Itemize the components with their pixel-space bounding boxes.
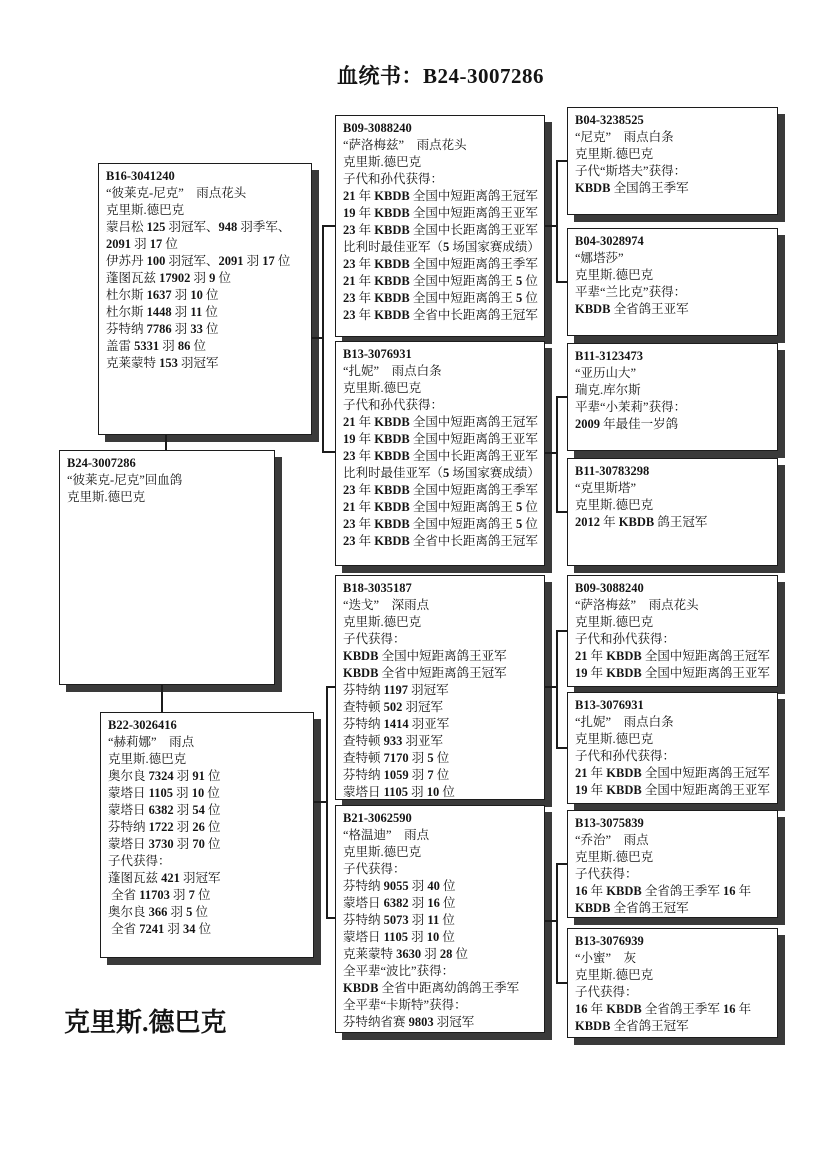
pedigree-line: 2009 年最佳一岁鸽 — [575, 417, 679, 431]
pedigree-line: 子代和孙代获得： — [575, 632, 676, 646]
pedigree-line: B13-3076939 — [575, 934, 644, 948]
pedigree-line: 子代获得： — [575, 985, 638, 999]
connector-stub-gp1 — [544, 225, 558, 227]
pedigree-line: 查特顿 933 羽亚军 — [343, 734, 444, 748]
pedigree-line: “亚历山大” — [575, 366, 637, 380]
pedigree-line: 蒙塔日 6382 羽 54 位 — [108, 803, 221, 817]
pedigree-line: “赫莉娜” 雨点 — [108, 735, 195, 749]
connector-stub-sire-dam — [322, 451, 335, 453]
pedigree-line: “彼莱克-尼克” 雨点花头 — [106, 186, 247, 200]
box-dam-dam — [335, 805, 545, 1033]
pedigree-line: 克里斯.德巴克 — [575, 968, 654, 982]
pedigree-line: 16 年 KBDB 全省鸽王季军 16 年 — [575, 884, 752, 898]
pedigree-line: 查特顿 502 羽冠军 — [343, 700, 444, 714]
pedigree-line: B22-3026416 — [108, 718, 177, 732]
box-sire-dam — [335, 341, 545, 566]
connector-stub-gp2 — [544, 452, 558, 454]
pedigree-line: 23 年 KBDB 全国中短距离鸽王季军 — [343, 483, 538, 497]
connector-stub-ggp8 — [556, 982, 567, 984]
pedigree-line: 全省 11703 羽 7 位 — [108, 888, 211, 902]
connector-stub-ggp1 — [556, 160, 567, 162]
pedigree-line: 19 年 KBDB 全国中短距离鸽王亚军 — [575, 666, 770, 680]
pedigree-line: “尼克” 雨点白条 — [575, 130, 674, 144]
pedigree-line: 子代和孙代获得： — [343, 398, 444, 412]
connector-stub-dam-sire — [326, 686, 335, 688]
pedigree-line: KBDB 全省鸽王亚军 — [575, 302, 689, 316]
connector-subject-to-dam — [161, 685, 163, 712]
pedigree-line: 子代获得： — [575, 867, 638, 881]
pedigree-line: 奥尔良 366 羽 5 位 — [108, 905, 209, 919]
pedigree-line: 杜尔斯 1637 羽 10 位 — [106, 288, 219, 302]
pedigree-line: 21 年 KBDB 全国中短距离鸽王 5 位 — [343, 274, 538, 288]
pedigree-line: 23 年 KBDB 全国中短距离鸽王 5 位 — [343, 291, 538, 305]
pedigree-line: 芬特纳省赛 9803 羽冠军 — [343, 1015, 475, 1029]
pedigree-line: KBDB 全国鸽王季军 — [575, 181, 689, 195]
pedigree-line: 19 年 KBDB 全国中短距离鸽王亚军 — [575, 783, 770, 797]
pedigree-line: “克里斯塔” — [575, 481, 637, 495]
pedigree-line: B24-3007286 — [67, 456, 136, 470]
connector-sire-to-subject — [165, 435, 167, 450]
pedigree-line: 奥尔良 7324 羽 91 位 — [108, 769, 221, 783]
pedigree-line: 23 年 KBDB 全国中短距离鸽王季军 — [343, 257, 538, 271]
pedigree-line: 克里斯.德巴克 — [108, 752, 187, 766]
box-subject — [59, 450, 275, 685]
pedigree-line: 19 年 KBDB 全国中短距离鸽王亚军 — [343, 206, 538, 220]
pedigree-line: 21 年 KBDB 全国中短距离鸽王冠军 — [343, 189, 538, 203]
pedigree-line: B16-3041240 — [106, 169, 175, 183]
connector-bracket-sire — [322, 225, 324, 453]
pedigree-line: 芬特纳 9055 羽 40 位 — [343, 879, 456, 893]
pedigree-line: KBDB 全省中距离幼鸽鸽王季军 — [343, 981, 520, 995]
pedigree-line: 23 年 KBDB 全国中短距离鸽王 5 位 — [343, 517, 538, 531]
pedigree-line: 子代和孙代获得： — [575, 749, 676, 763]
pedigree-line: KBDB 全省中短距离鸽王冠军 — [343, 666, 507, 680]
pedigree-line: 克里斯.德巴克 — [67, 490, 146, 504]
pedigree-line: 23 年 KBDB 全省中长距离鸽王冠军 — [343, 308, 538, 322]
pedigree-line: 芬特纳 1059 羽 7 位 — [343, 768, 450, 782]
pedigree-line: 克里斯.德巴克 — [575, 850, 654, 864]
connector-stub-dam-dam — [326, 917, 335, 919]
pedigree-line: 蓬图瓦兹 17902 羽 9 位 — [106, 271, 232, 285]
pedigree-line: 克里斯.德巴克 — [575, 732, 654, 746]
pedigree-line: 克里斯.德巴克 — [575, 498, 654, 512]
pedigree-line: 蓬图瓦兹 421 羽冠军 — [108, 871, 221, 885]
breeder-signature: 克里斯.德巴克 — [64, 1008, 227, 1037]
pedigree-line: 全平辈“卡斯特”获得： — [343, 998, 467, 1012]
pedigree-line: 杜尔斯 1448 羽 11 位 — [106, 305, 218, 319]
pedigree-line: B11-3123473 — [575, 349, 644, 363]
pedigree-line: 2012 年 KBDB 鸽王冠军 — [575, 515, 708, 529]
pedigree-line: 蒙塔日 3730 羽 70 位 — [108, 837, 221, 851]
box-sire-dam-sire — [567, 343, 778, 451]
pedigree-line: 平辈“兰比克”获得： — [575, 285, 687, 299]
pedigree-line: “迭戈” 深雨点 — [343, 598, 430, 612]
connector-stub-ggp7 — [556, 863, 567, 865]
pedigree-line: 23 年 KBDB 全国中长距离鸽王亚军 — [343, 449, 538, 463]
pedigree-line: 全平辈“波比”获得： — [343, 964, 455, 978]
connector-bracket-sire-dam — [556, 396, 558, 513]
pedigree-line: 芬特纳 1197 羽冠军 — [343, 683, 449, 697]
pedigree-line: KBDB 全省鸽王冠军 — [575, 1019, 689, 1033]
pedigree-line: 蒙塔日 1105 羽 10 位 — [343, 785, 455, 799]
pedigree-line: 克里斯.德巴克 — [343, 155, 422, 169]
pedigree-line: 比利时最佳亚军（5 场国家赛成绩） — [343, 466, 540, 480]
box-dam-dam-sire — [567, 810, 778, 918]
pedigree-line: 克里斯.德巴克 — [343, 615, 422, 629]
pedigree-line: “萨洛梅兹” 雨点花头 — [343, 138, 467, 152]
connector-stub-ggp5 — [556, 630, 567, 632]
pedigree-line: 21 年 KBDB 全国中短距离鸽王冠军 — [575, 649, 770, 663]
pedigree-line: 蒙吕松 125 羽冠军、948 羽季军、 — [106, 220, 291, 234]
pedigree-line: 克里斯.德巴克 — [106, 203, 185, 217]
pedigree-line: 子代获得： — [108, 854, 171, 868]
pedigree-line: “萨洛梅兹” 雨点花头 — [575, 598, 699, 612]
box-dam-dam-dam — [567, 928, 778, 1038]
connector-stub-ggp6 — [556, 747, 567, 749]
pedigree-line: 23 年 KBDB 全省中长距离鸽王冠军 — [343, 534, 538, 548]
pedigree-line: 克里斯.德巴克 — [343, 381, 422, 395]
pedigree-line: 克莱蒙特 153 羽冠军 — [106, 356, 219, 370]
box-dam-sire-dam — [567, 692, 778, 804]
pedigree-line: 克里斯.德巴克 — [575, 615, 654, 629]
box-sire-sire-dam — [567, 228, 778, 336]
connector-bracket-dam-sire — [556, 630, 558, 749]
connector-stub-dam — [313, 801, 328, 803]
pedigree-line: 查特顿 7170 羽 5 位 — [343, 751, 450, 765]
pedigree-line: KBDB 全国中短距离鸽王亚军 — [343, 649, 507, 663]
pedigree-line: “乔治” 雨点 — [575, 833, 649, 847]
pedigree-line: 23 年 KBDB 全国中长距离鸽王亚军 — [343, 223, 538, 237]
pedigree-line: B18-3035187 — [343, 581, 412, 595]
pedigree-line: 子代获得： — [343, 632, 406, 646]
pedigree-line: “娜塔莎” — [575, 251, 624, 265]
pedigree-line: 21 年 KBDB 全国中短距离鸽王 5 位 — [343, 500, 538, 514]
pedigree-line: B13-3076931 — [343, 347, 412, 361]
pedigree-line: 芬特纳 5073 羽 11 位 — [343, 913, 455, 927]
pedigree-line: “扎妮” 雨点白条 — [575, 715, 674, 729]
pedigree-line: 盖雷 5331 羽 86 位 — [106, 339, 207, 353]
pedigree-line: 蒙塔日 6382 羽 16 位 — [343, 896, 456, 910]
pedigree-line: B11-30783298 — [575, 464, 650, 478]
pedigree-line: “小蜜” 灰 — [575, 951, 637, 965]
pedigree-line: 瑞克.库尔斯 — [575, 383, 641, 397]
pedigree-line: 克里斯.德巴克 — [343, 845, 422, 859]
pedigree-line: “格温迪” 雨点 — [343, 828, 430, 842]
box-sire — [98, 163, 312, 435]
pedigree-line: B21-3062590 — [343, 811, 412, 825]
pedigree-line: 芬特纳 1722 羽 26 位 — [108, 820, 221, 834]
pedigree-line: 2091 羽 17 位 — [106, 237, 178, 251]
pedigree-line: 子代和孙代获得： — [343, 172, 444, 186]
box-dam — [100, 712, 314, 958]
pedigree-line: 克里斯.德巴克 — [575, 268, 654, 282]
pedigree-line: B04-3238525 — [575, 113, 644, 127]
pedigree-line: 子代“斯塔夫”获得： — [575, 164, 687, 178]
pedigree-line: B09-3088240 — [343, 121, 412, 135]
pedigree-line: KBDB 全省鸽王冠军 — [575, 901, 689, 915]
connector-stub-ggp3 — [556, 396, 567, 398]
pedigree-line: “彼莱克-尼克”回血鸽 — [67, 473, 183, 487]
pedigree-line: B13-3076931 — [575, 698, 644, 712]
pedigree-line: 蒙塔日 1105 羽 10 位 — [343, 930, 455, 944]
box-sire-sire-sire — [567, 107, 778, 215]
connector-stub-ggp2 — [556, 281, 567, 283]
connector-stub-gp4 — [544, 920, 558, 922]
pedigree-line: “扎妮” 雨点白条 — [343, 364, 442, 378]
pedigree-line: 芬特纳 7786 羽 33 位 — [106, 322, 219, 336]
connector-bracket-sire-sire — [556, 160, 558, 283]
pedigree-line: 子代获得： — [343, 862, 406, 876]
pedigree-line: 伊苏丹 100 羽冠军、2091 羽 17 位 — [106, 254, 291, 268]
page-title: 血统书：B24-3007286 — [337, 64, 544, 88]
pedigree-line: 克莱蒙特 3630 羽 28 位 — [343, 947, 469, 961]
pedigree-line: 16 年 KBDB 全省鸽王季军 16 年 — [575, 1002, 752, 1016]
connector-bracket-dam-dam — [556, 863, 558, 984]
pedigree-line: 21 年 KBDB 全国中短距离鸽王冠军 — [343, 415, 538, 429]
pedigree-line: 芬特纳 1414 羽亚军 — [343, 717, 450, 731]
pedigree-line: B13-3075839 — [575, 816, 644, 830]
pedigree-line: 全省 7241 羽 34 位 — [108, 922, 212, 936]
connector-stub-sire — [311, 337, 324, 339]
box-dam-sire — [335, 575, 545, 800]
box-sire-sire — [335, 115, 545, 337]
box-sire-dam-dam — [567, 458, 778, 566]
connector-stub-sire-sire — [322, 225, 335, 227]
pedigree-line: 平辈“小茉莉”获得： — [575, 400, 687, 414]
connector-stub-ggp4 — [556, 511, 567, 513]
connector-stub-gp3 — [544, 686, 558, 688]
pedigree-line: 蒙塔日 1105 羽 10 位 — [108, 786, 220, 800]
pedigree-line: 克里斯.德巴克 — [575, 147, 654, 161]
pedigree-line: B09-3088240 — [575, 581, 644, 595]
pedigree-line: 比利时最佳亚军（5 场国家赛成绩） — [343, 240, 540, 254]
box-dam-sire-sire — [567, 575, 778, 687]
pedigree-line: B04-3028974 — [575, 234, 644, 248]
pedigree-line: 19 年 KBDB 全国中短距离鸽王亚军 — [343, 432, 538, 446]
pedigree-line: 21 年 KBDB 全国中短距离鸽王冠军 — [575, 766, 770, 780]
